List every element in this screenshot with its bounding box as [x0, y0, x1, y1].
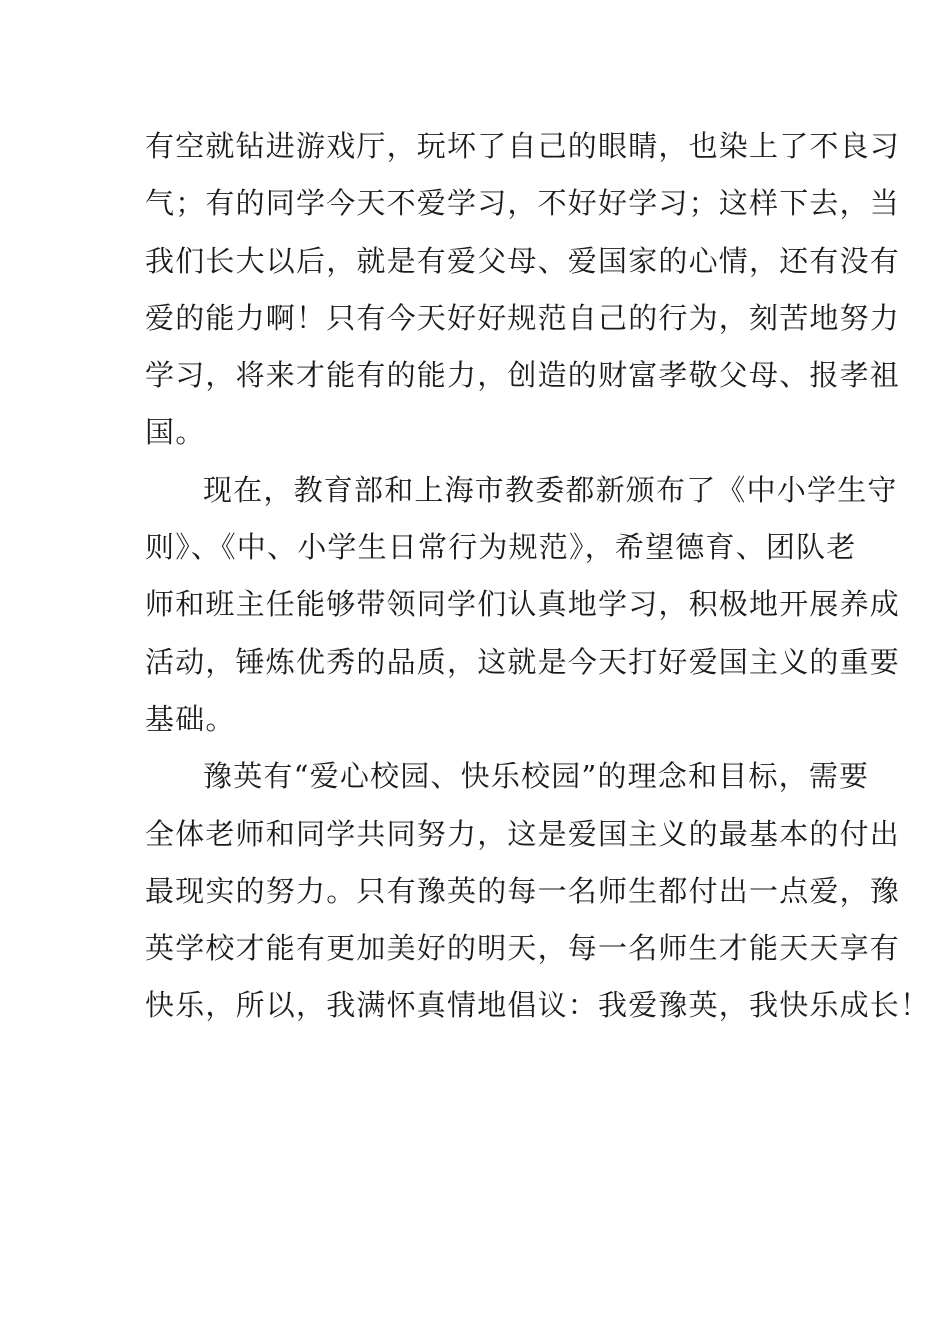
paragraph-line: 我们长大以后，就是有爱父母、爱国家的心情，还有没有 [145, 243, 901, 278]
paragraph-line: 基础。 [145, 701, 236, 736]
paragraph-line: 全体老师和同学共同努力，这是爱国主义的最基本的付出 [145, 816, 901, 851]
paragraph-2 [145, 462, 901, 748]
paragraph-line: 活动，锤炼优秀的品质，这就是今天打好爱国主义的重要 [145, 644, 901, 679]
paragraph-1 [145, 118, 901, 462]
paragraph-line: 最现实的努力。只有豫英的每一名师生都付出一点爱，豫 [145, 873, 901, 908]
paragraph-line: 爱的能力啊！只有今天好好规范自己的行为，刻苦地努力 [145, 300, 901, 335]
paragraph-line: 国。 [145, 415, 206, 450]
paragraph-line: 英学校才能有更加美好的明天，每一名师生才能天天享有 [145, 931, 901, 966]
paragraph-line: 则》、《中、小学生日常行为规范》，希望德育、团队老 [145, 530, 857, 565]
paragraph-line: 师和班主任能够带领同学们认真地学习，积极地开展养成 [145, 587, 901, 622]
paragraph-line: 学习，将来才能有的能力，创造的财富孝敬父母、报孝祖 [145, 358, 901, 393]
paragraph-line: 豫英有“爱心校园、快乐校园”的理念和目标，需要 [203, 759, 870, 794]
paragraph-line: 有空就钻进游戏厅，玩坏了自己的眼睛，也染上了不良习 [145, 129, 901, 163]
paragraph-line: 气；有的同学今天不爱学习，不好好学习；这样下去，当 [145, 186, 901, 221]
paragraph-line: 快乐，所以，我满怀真情地倡议：我爱豫英，我快乐成长！ [145, 988, 931, 1023]
paragraph-line: 现在，教育部和上海市教委都新颁布了《中小学生守 [203, 472, 898, 507]
paragraph-3 [145, 748, 931, 1034]
document-body [145, 118, 931, 1035]
